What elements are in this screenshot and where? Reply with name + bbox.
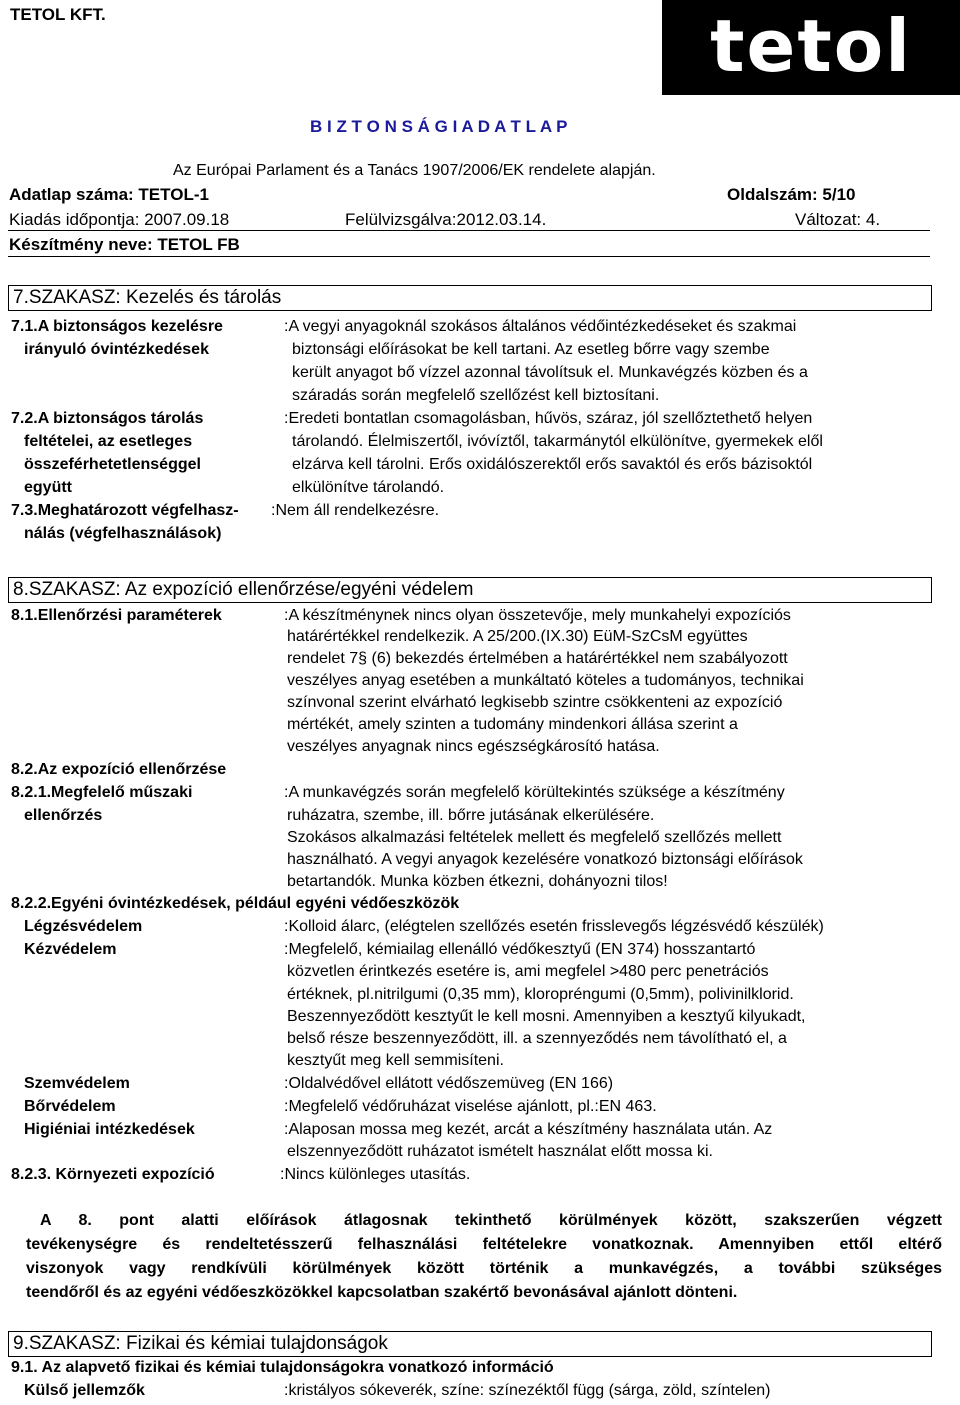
page-number: Oldalszám: 5/10: [727, 185, 856, 204]
s82-label: 8.2.Az expozíció ellenőrzése: [11, 761, 227, 778]
section-9-heading-box: [8, 1331, 932, 1356]
s81-text-line: :A készítménynek nincs olyan összetevője, mely munkahelyi expozíciós: [284, 607, 791, 624]
respiratory-label: Légzésvédelem: [24, 918, 143, 935]
hand-text-line: :Megfelelő, kémiailag ellenálló védőkesztyű (EN 374) hosszantartó: [284, 941, 756, 958]
header-rule-2: [8, 256, 930, 257]
logo-text: tetol: [710, 4, 912, 88]
eye-text: :Oldalvédővel ellátott védőszemüveg (EN 166): [284, 1075, 614, 1092]
s72-label-line: összeférhetetlenséggel: [24, 456, 201, 473]
section-8-rule: [8, 602, 932, 603]
tetol-logo: [662, 0, 960, 95]
s823-text: :Nincs különleges utasítás.: [280, 1166, 471, 1183]
issue-date: Kiadás időpontja: 2007.09.18: [9, 210, 230, 229]
section-8-note: [26, 1209, 942, 1305]
revision-date: Felülvizsgálva:2012.03.14.: [345, 210, 547, 229]
s81-text-line: veszélyes anyag esetében a munkáltató köteles a tudományos, technikai: [287, 672, 804, 689]
s81-label: 8.1.Ellenőrzési paraméterek: [11, 607, 222, 624]
s73-label-line: 7.3.Meghatározott végfelhasz-: [11, 502, 239, 519]
hygiene-label: Higiéniai intézkedések: [24, 1121, 195, 1138]
section-7-title: 7.SZAKASZ: Kezelés és tárolás: [13, 287, 282, 308]
s71-text-line: száradás során megfelelő szellőzést kell biztosítani.: [292, 387, 660, 404]
s821-text-line: betartandók. Munka közben étkezni, dohányozni tilos!: [287, 873, 668, 890]
s72-text-line: :Eredeti bontatlan csomagolásban, hűvös, száraz, jól szellőztethető helyen: [284, 410, 813, 427]
skin-text: :Megfelelő védőruházat viselése ajánlott, pl.:EN 463.: [284, 1098, 657, 1115]
s71-text-line: biztonsági előírásokat be kell tartani. Az esetleg bőrre vagy szembe: [292, 341, 770, 358]
s71-label-line1: 7.1.A biztonságos kezelésre: [11, 318, 223, 335]
s821-text-line: Szokásos alkalmazási feltételek mellett és megfelelő szellőzés mellett: [287, 829, 782, 846]
header-rule: [8, 230, 930, 231]
appearance-text: :kristályos sókeverék, színe: színezéktől függ (sárga, zöld, színtelen): [284, 1382, 771, 1399]
s81-text-line: mértékét, amely szinten a tudomány mindenkori állása szerint a: [287, 716, 738, 733]
section-9-title: 9.SZAKASZ: Fizikai és kémiai tulajdonságok: [13, 1333, 388, 1354]
company-name: TETOL KFT.: [10, 5, 106, 24]
s821-label-line: ellenőrzés: [24, 807, 103, 824]
s81-text-line: veszélyes anyagnak nincs egészségkárosító hatása.: [287, 738, 660, 755]
eye-label: Szemvédelem: [24, 1075, 130, 1092]
s71-text-line: került anyagot bő vízzel azonnal távolítsuk el. Munkavégzés közben és a: [292, 364, 808, 381]
respiratory-text: :Kolloid álarc, (elégtelen szellőzés esetén frisslevegős légzésvédő készülék): [284, 918, 824, 935]
appearance-label: Külső jellemzők: [24, 1382, 145, 1399]
note-line: viszonyok vagy rendkívüli körülmények között történik a munkavégzés, a további szükséges: [26, 1260, 942, 1277]
s71-text-line: :A vegyi anyagoknál szokásos általános védőintézkedéseket és szakmai: [284, 318, 797, 335]
s81-text-line: határértékkel rendelkezik. A 25/200.(IX.30) EüM-SzCsM együttes: [287, 628, 748, 645]
s821-text-line: használható. A vegyi anyagok kezelésére vonatkozó biztonsági előírások: [287, 851, 803, 868]
s822-label: 8.2.2.Egyéni óvintézkedések, például egyéni védőeszközök: [11, 895, 460, 912]
hygiene-text-line: :Alaposan mossa meg kezét, arcát a készítmény használata után. Az: [284, 1121, 773, 1138]
document-title: B I Z T O N S Á G I A D A T L A P: [310, 117, 568, 136]
note-line: tevékenységre és rendeltetésszerű felhasználási feltételekre vonatkoznak. Amennyiben ettől eltérő: [26, 1236, 942, 1253]
s73-text: :Nem áll rendelkezésre.: [271, 502, 440, 519]
hand-text-line: Beszennyeződött kesztyűt le kell mosni. Amennyiben a kesztyű kilyukadt,: [287, 1008, 806, 1025]
hand-text-line: értéknek, pl.nitrilgumi (0,35 mm), kloropréngumi (0,5mm), polivinilklorid.: [287, 986, 794, 1003]
section-8-heading-box: [8, 577, 932, 602]
section-7-heading-box: [8, 285, 932, 310]
s73-label-line: nálás (végfelhasználások): [24, 525, 222, 542]
skin-label: Bőrvédelem: [24, 1098, 116, 1115]
s72-text-line: elzárva kell tárolni. Erős oxidálószerektől erős savaktól és erős bázisoktól: [292, 456, 813, 473]
hand-text-line: közvetlen érintkezés esetére is, ami megfelel >480 perc penetrációs: [287, 963, 769, 980]
section-8-title: 8.SZAKASZ: Az expozíció ellenőrzése/egyéni védelem: [13, 579, 474, 600]
version: Változat: 4.: [795, 210, 881, 229]
s823-label: 8.2.3. Környezeti expozíció: [11, 1166, 215, 1183]
s72-label-line: 7.2.A biztonságos tárolás: [11, 410, 204, 427]
note-line: A 8. pont alatti előírások átlagosnak tekinthető körülmények között, szakszerűen végzett: [40, 1212, 942, 1229]
hand-label: Kézvédelem: [24, 941, 117, 958]
s81-text-line: rendelet 7§ (6) bekezdés értelmében a határértékkel nem szabályozott: [287, 650, 788, 667]
hand-text-line: belső része beszennyeződött, ill. a szennyeződés nem távolítható el, a: [287, 1030, 787, 1047]
regulation-line: Az Európai Parlament és a Tanács 1907/2006/EK rendelete alapján.: [173, 162, 656, 179]
sheet-number: Adatlap száma: TETOL-1: [9, 185, 209, 204]
note-line: teendőről és az egyéni védőeszközökkel kapcsolatban szakértő bevonásával ajánlott dönteni.: [26, 1284, 738, 1301]
section-7-rule: [8, 310, 932, 311]
s72-text-line: elkülönítve tárolandó.: [292, 479, 445, 496]
s71-label-line2: irányuló óvintézkedések: [24, 341, 209, 358]
s72-label-line: feltételei, az esetleges: [24, 433, 193, 450]
s91-label: 9.1. Az alapvető fizikai és kémiai tulajdonságokra vonatkozó információ: [11, 1359, 554, 1376]
hand-text-line: kesztyűt meg kell semmisíteni.: [287, 1052, 504, 1069]
s821-label-line: 8.2.1.Megfelelő műszaki: [11, 784, 193, 801]
s821-text-line: ruházatra, szembe, ill. bőrre jutásának elkerülésére.: [287, 807, 655, 824]
s81-text-line: színvonal szerint elvárható legkisebb szintre csökkenteni az expozíció: [287, 694, 783, 711]
s72-text-line: tárolandó. Élelmiszertől, ivóvíztől, takarmánytól elkülönítve, gyermekek elől: [292, 433, 823, 450]
s821-text-line: :A munkavégzés során megfelelő körültekintés szüksége a készítmény: [284, 784, 785, 801]
hygiene-text-line: elszennyeződött ruházatot ismételt használat előtt mossa ki.: [287, 1143, 713, 1160]
product-name: Készítmény neve: TETOL FB: [9, 235, 240, 254]
s72-label-line: együtt: [24, 479, 72, 496]
